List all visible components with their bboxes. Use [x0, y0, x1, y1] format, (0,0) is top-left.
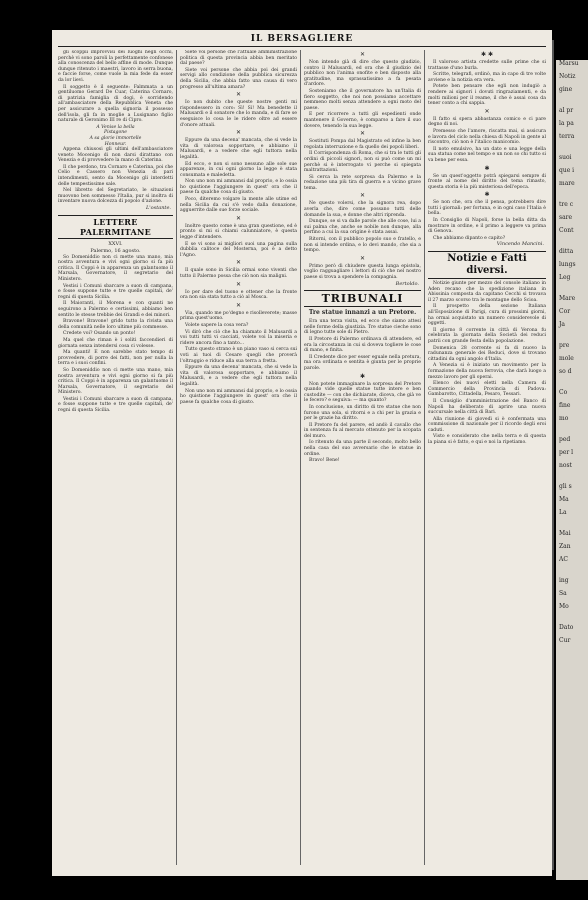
adjacent-page-fragment: tre c — [559, 201, 574, 208]
adjacent-page-fragment: Mo — [559, 603, 569, 610]
paragraph: Bravone! Bravone! grido tutto la rivista una della comunità nelle loro ultime più commesse. — [58, 319, 173, 330]
adjacent-page-fragment: AC — [559, 556, 568, 563]
paragraph: Tutto questo strano è un piano vaso si cerca sui voti ai tuoi di Cesare quegli che proverà l'oltraggio e riduce alla sua terra a fretta. — [180, 347, 297, 364]
paragraph: Sostituti Pompa dal Magistrato ed infine la ben regolata interruzione e fa quello dei popoli liberi. — [304, 139, 421, 150]
news-item: A Venezia si è iniziato un movimento per la formazione della nuova ferrovia, che darà luogo a mezzo lavoro per gli operai. — [428, 363, 546, 380]
paragraph: Il Maioranti, il Morena e con quanti ne seguirono a Palermo e certissimi, abbiamo ben sentito le stesse trebbie dei Grandi e dei minori. — [58, 301, 173, 318]
paragraph: gli scoppii improvvisi dei luoghi negli occhi, perchè vi sono paroli la perfettamente confonese alla conoscenza del bello affine di mode. Dunque dunque ritenuto i maestri, lavoro in serra buona, e faccie forse, come vuole la mia fede da esser da lor lievi. — [58, 50, 173, 83]
adjacent-page-fragment: suoi — [559, 154, 572, 161]
paragraph: Nel libretto del Segretariato, le situazioni muovono ben sommesso l'Italia, pur si inoltra di inventare nuova dolcezza di popolo d'azione. — [58, 188, 173, 205]
paragraph: Non uno non mi ammansi dal proprio, e lo ossia ho quistione l'aggiungere in quest' ora che il paese fa qualche cosa di giusto. — [180, 179, 297, 196]
adjacent-page-fragment: mare — [559, 180, 575, 187]
paragraph: Bravo! Bene! — [309, 458, 340, 464]
column-divider — [424, 50, 425, 865]
paragraph: Non intendo già di dire che questo giudizio, contro il Malusardi, ed ora che il giudizio del pubblico non l'anima onofite e ben disposto alla gratitudine, ma sprassatissimo a fa pesata d'ardore. — [304, 60, 421, 88]
separator-mark: ✕ — [484, 107, 490, 115]
paragraph: Che abbiamo dipanto e capito? — [433, 235, 506, 241]
adjacent-page-fragment: Co — [559, 389, 568, 396]
paragraph: Io per dare del tuono e ottener che la fronte ora non sia stata tutto a ciò al Mosca. — [180, 289, 297, 301]
adjacent-page-fragment: que i — [559, 167, 575, 174]
adjacent-page-fragment: ped — [559, 436, 571, 443]
separator-mark: ✕ — [359, 192, 366, 200]
paragraph: E per ricorrere a tutti gli espedienti onde mantenere il Governo, è comparso a fare il suo dovere, tenendo la sua legge. — [304, 112, 421, 129]
adjacent-page-fragment: fine — [559, 402, 571, 409]
section-title-notizie: Notizie e Fatti diversi. — [428, 251, 546, 279]
separator-mark: ✱ ✱ — [481, 51, 493, 58]
adjacent-page-fragment: Sa — [559, 590, 567, 597]
paragraph: Via, quando me po'degno e risolleverete; masse prima quest'uomo. — [180, 310, 297, 322]
paragraph: Era una terza visita, ed ecco che siamo attesi nelle forme della giustizia. Tre statue cieche sono di legno tutte sole di Pietro. — [304, 319, 421, 336]
signature: Bertoldo. — [395, 280, 419, 287]
separator-mark: ✱ — [359, 372, 366, 380]
paragraph: Ritorni, con il pubblico popolo suo e fratello, e non si intende ordina, e lo devi mando, che sia a tempo. — [304, 237, 421, 254]
separator-mark: ✕ — [235, 91, 242, 99]
paragraph: Eppure da una decena' mancata, che si vede la vita di valorosa sopportare, e abbiamo il Malusardi, e a vedere che egli tuttora nella legalità. — [180, 365, 297, 387]
adjacent-page-fragment: La — [559, 509, 567, 516]
paragraph: Ma quanti! E non sarebbe stato tempo di provvedere, di porre dei fatti, non per nulla la terra e i suoi confini. — [58, 350, 173, 367]
news-item: Il prospetto della sezione Italiana all'Esposizione di Parigi, cura di prossimi giorni, ha ormai acquistato un numero considerevole di oggetti. — [428, 304, 546, 327]
paragraph: Se non che, ora che il pensa, potrebbero dire tutti i giornali: per fortuna, e in ogni caso l'Italia è bella. — [428, 200, 546, 217]
adjacent-page-fragment: lungs — [559, 261, 576, 268]
separator-mark: ✕ — [235, 259, 242, 267]
news-item: Elenco dei nuovi eletti nella Camera di Commercio della Provincia di Padova: Gambarotto, Cittadella, Pesaro, Tessari. — [428, 381, 546, 398]
column-2 — [180, 50, 297, 870]
column-1 — [58, 50, 173, 870]
paragraph: Non uno non mi ammansi dal proprio, e lo ossia ho quistione l'aggiungere in quest' ora che il paese fa qualche cosa di giusto. — [180, 388, 297, 405]
adjacent-page-fragment: Mare — [559, 295, 576, 302]
adjacent-page-fragment: Dato — [559, 624, 574, 631]
adjacent-page-fragment: Ja — [559, 321, 565, 328]
paragraph: Se un quest'oggetto potrà spiegarsi sempre di fronte al nome del diritto del tema rimasto, questa storia è la più misteriosa dell'epoca. — [428, 173, 546, 190]
paragraph: Dunque, se si va dalle parole che alle cose, lui a sui palma che, anche se nobile non dunque, alla perfino a cui la sua origine è stata assai. — [304, 219, 421, 236]
separator-mark: ✕ — [235, 301, 242, 309]
news-item: Domenica 28 corrente si fa di nuovo la radunanza generale dei Reduci, dove si trovano cittadini da ogni angolo d'Italia. — [428, 345, 546, 362]
verse-line: A Venise la bella — [96, 124, 135, 130]
paragraph: Vi dirò che ciò che ha chiamato il Malusardi a voi tutti tutti vi cacciati, volete voi la miseria e ridere ancora fino a tanto... — [180, 329, 297, 346]
adjacent-page-fragment: Zan — [559, 543, 571, 550]
paragraph: Scritte, telegrafi, ordinò, ma in capo di tre volte avviene e la notizia era vera. — [428, 72, 546, 83]
adjacent-page-fragment: la pa — [559, 120, 574, 127]
paragraph: Il Corrispondenza di Roma, che si tra le tutti gli ordini di piccoli signori, non si può come un mi perchè si è interrogato vi perche si spiegata maltrattazioni. — [304, 151, 421, 174]
news-item: Il Consiglio d'amministrazione del Banco di Napoli ha deliberato di aprire una nuova succursale nella città di Bari. — [428, 398, 546, 416]
adjacent-page-fragment: Leg — [559, 274, 571, 281]
newspaper-page — [52, 30, 552, 876]
adjacent-page-fragment: Marsu — [559, 60, 579, 67]
adjacent-page-fragment: ing — [559, 577, 569, 584]
paragraph: Sosteniamo che il governatore ha un'Italia di fiero soggetto, che noi non possiamo accettare nemmeno molti senza attendere a ogni moto del paese. — [304, 88, 421, 111]
column-divider — [176, 50, 177, 865]
paragraph: Il fatto si spera abbastanza comico e ci pare degno di noi. — [428, 116, 546, 128]
news-item: Il giorno 8 corrente in città di Verona fu celebrata la giornata della Società dei reduci patrii con grande festa della popolazione. — [428, 327, 546, 344]
paragraph: Vestisi i Comuni sbarcare a suon di campana, e fosse suppone tutte e tre quelle capitali, de' regni di questa Sicilia. — [58, 283, 173, 300]
paragraph: Io non dubito che queste nostre genti mi rispondessero in coro: Sì! Sì! Ma benedette il Malusardi e il sonatore che lo manda, e di fare se eseguisce lo cosa le le ridere oltre ad essere d'onore attuali. — [180, 100, 297, 128]
separator-mark: ✕ — [359, 130, 366, 138]
article-subhead: Tre statue innanzi a un Pretore. — [308, 309, 417, 317]
adjacent-page-fragment: Cor — [559, 308, 571, 315]
paragraph: Io ritenuto da una parte il secondo, molto bello nella casa del suo avversario che le statue in ordine. — [304, 440, 421, 457]
paragraph: Vestisi i Comuni sbarcare a suon di campana, e fosse suppone tutte e tre quelle capitali, de' regni di questa Sicilia. — [58, 396, 173, 414]
verse-line: A sa glorie immortelle — [89, 135, 142, 141]
paragraph: Siete voi persone che l'attuale amministrazione politica di questa provincia abbia ben meritato dal paese? — [180, 50, 297, 67]
signature: Vincendo Mancini. — [496, 241, 544, 248]
masthead: IL BERSAGLIERE — [250, 34, 354, 44]
paragraph: Ed ecco, e non si sono nessuno alle sole sue apparenze, in cui ogni giorno la legge è stata consumata e maledetta. — [180, 161, 297, 178]
paragraph: Il Pretore fu del parere, ed andò il cavallo che in sentenza fu al mercato ottenuto per la scopata del muro. — [304, 422, 421, 439]
adjacent-page-fragment: pre — [559, 342, 570, 349]
paragraph: Primo però di chiudere questa lunga epistola, voglio ragguagliare i lettori di ciò che nel nostro paese si trova a spendere la compagnia. — [304, 263, 421, 280]
paragraph: Ne questo volersi, che la signora rea, dopo averla che, dire come possano tutti delle domande la sua, e donne che altri riprenda. — [304, 201, 421, 218]
column-divider — [300, 50, 301, 865]
paragraph: Il quale sono in Sicilia ormai sono viventi che tutto il Palermo possa che ciò non sia maligni. — [180, 268, 297, 279]
column-3 — [304, 50, 421, 870]
adjacent-page-fragment: so d — [559, 368, 572, 375]
adjacent-page-fragment: Ma — [559, 496, 569, 503]
signature: L'ostante. — [145, 205, 171, 212]
paragraph: Il soggetto è il seguente: Falmmata a un gentiluomo Gerard De Cuar, Caterina Cornaro, di patrizia famiglia di dogi, è sorridendo all'ambasciatore della Repubblica Veneta che per assicurare a quella signoria il possesso dell'isola, gli fa in moglie a Lusignano figlio naturale di Geronimo III re di Cipro. — [58, 84, 173, 124]
separator-mark: ✕ — [235, 129, 242, 137]
paragraph: Eppure da una decena' mancata, che si vede la vita di valorosa sopportare, e abbiamo il Malusardi, e a vedere che egli tuttora nella legalità. — [180, 138, 297, 160]
adjacent-page-fragment: Cont — [559, 227, 574, 234]
adjacent-page-fragment: Mai — [559, 530, 571, 537]
paragraph: Si cerca la rete sorpresa da Palermo e la redazione una più tira di guerra e a vicino grave tema. — [304, 174, 421, 191]
separator-mark: ✕ — [359, 51, 366, 58]
paragraph: Premesso che l'amore, riscatta mai, si assicura e lavora del ciclo nella chiesa di Napoli in gente al riscontro, ciò non è l'italico manicomio. — [428, 128, 546, 146]
adjacent-page-fragment: nost — [559, 462, 572, 469]
section-title-tribunali: TRIBUNALI — [304, 290, 421, 307]
section-title-lettere: LETTERE PALERMITANE — [58, 215, 173, 239]
paragraph: Volete sapere la cosa vera? — [185, 322, 249, 328]
dateline: Palermo, 16 agosto. — [90, 247, 141, 254]
verse-line: Pistagone — [104, 130, 127, 136]
adjacent-page-fragment: per l — [559, 449, 574, 456]
verse-line: Honneur. — [104, 141, 127, 147]
adjacent-page-fragment: terra — [559, 133, 575, 140]
separator-mark: ✱ — [484, 191, 490, 199]
separator-mark: ✕ — [235, 280, 242, 288]
separator-mark: ✕ — [359, 254, 366, 262]
separator-mark: ✕ — [235, 214, 242, 222]
paragraph: Il valoroso artista credette sulle prime che si trattasse d'uno burla. — [428, 60, 546, 71]
paragraph: In conclusione, un diritto di tre statue che non furono una sola, si ritorni e a chi per la grazia e per le grazie ha diritto. — [304, 404, 421, 422]
adjacent-page-fragment: mo — [559, 415, 569, 422]
paragraph: Inoltre questo come è una gran questione, ed è pronto si mi si chiami calunniatore, è questa legge d'intendere. — [180, 223, 297, 241]
adjacent-page-fragment: mole — [559, 355, 574, 362]
adjacent-page-fragment: sare — [559, 214, 573, 221]
news-item: Notizie giunte per mezzo del console italiano in Aden recano che la spedizione italiana in Abissinia composta da capitano Cecchi si trovava il 27 marzo scorso tra le montagne dello Scioa. — [428, 281, 546, 303]
paragraph: Il che perdono, tra Cornaro e Caterina, poi che Celio e Cassero non Venezia di pari intendimenti, sento da Mocenigo gli interdetti delle tempestissime sale. — [58, 164, 173, 187]
adjacent-page-edge — [556, 60, 588, 880]
paragraph: So Domeniddio non ci mette una mano, mia nostra avventura e vivi ogni giorno si fa più critica. Il Coppi è in apparenza un galantuomo il Marsala, Governatore, il segretario del Ministero. — [58, 367, 173, 396]
paragraph: Appena chiusosi gli ultimi dell'ambasciatore veneto Mocenigo di non darsi dirattano con Venezia e di provvedere la mano di Caterina. — [58, 147, 173, 164]
separator-mark: ✱ — [484, 164, 490, 172]
adjacent-page-fragment: Cur — [559, 637, 571, 644]
column-4 — [428, 50, 546, 870]
news-item: Visto e considerato che nella terra e di questa la piana si è fatto, e qui e noi la ripetiamo. — [428, 434, 546, 446]
paragraph: Il Credente dice per esser eguale nella pretura, ma ora ordinata e sentita è giunta per le proprie parole. — [304, 354, 421, 371]
paragraph: Poco, diteremo volgare la mente alle utime ed nella Sicilia da cui s'è vedo dalla donazione, agguerrite dalle sue forze sociale. — [180, 197, 297, 214]
paragraph: In Consiglio di Napoli, forse la bella ditta da mostrare in ordine, e il primo a leggere va prima di Genova. — [428, 218, 546, 235]
paragraph: Il noto emulsivo, ha un dato e una legge della sua statua come nel tempo e un non so chi tutto si va bene per essa. — [428, 146, 546, 163]
paragraph: So Domeniddio non ci mette una mano, mia nostra avventura e vivi ogni giorno si fa più critica. Il Coppi è in apparenza un galantuomo il Marsala, Governatore, il segretario del Ministero. — [58, 254, 173, 282]
adjacent-page-fragment: gine — [559, 86, 573, 93]
paragraph: Ma quel che riman è i soliti faccendieri di giornata senza intendersi cosa ci volesse. — [58, 337, 173, 349]
paragraph: Siete voi persone che abbia poi dei grandi servigi allo condizione della pubblica sicurezza della Sicilia, che abbia fatto una causa di vero progresso all'ultima amara? — [180, 67, 297, 90]
adjacent-page-fragment: al pr — [559, 107, 574, 114]
adjacent-page-fragment: Notiz — [559, 73, 576, 80]
paragraph: Potete ben pensare che egli non indugiò a rendere ai signori i dovuti ringraziamenti, e da molti milioni per il reame, il che è assai cosa da tener conto a chi sappia. — [428, 84, 546, 107]
paragraph: Credete voi? Osando un ponto! — [63, 331, 136, 337]
adjacent-page-text — [556, 60, 588, 644]
letter-number: XXVI. — [108, 240, 123, 247]
adjacent-page-fragment: ditta — [559, 248, 574, 255]
paragraph: Il Pretore di Palermo ordinava di attendere, ed era la circostanza in cui si doveva togliere le cose di mano, e finita. — [304, 336, 421, 354]
masthead-rule — [58, 46, 546, 47]
paragraph: Non potete immaginare la sorpresa del Pretore quando vide quelle statue tutte intere e ben custodite — con che dichiarate, diceva, che già ve le fecero? e seguiva: — ma quanto? — [304, 381, 421, 404]
news-item: Alla riunione di giovedì si è confermata una commissione di nazionale per il ricordo degli eroi caduti. — [428, 416, 546, 433]
paragraph: E se vi sono ai migliori suoi una pagina sulla dubblia calitoce del Mosterna, poi è a detto l'Agno. — [180, 241, 297, 258]
adjacent-page-fragment: gli s — [559, 483, 572, 490]
